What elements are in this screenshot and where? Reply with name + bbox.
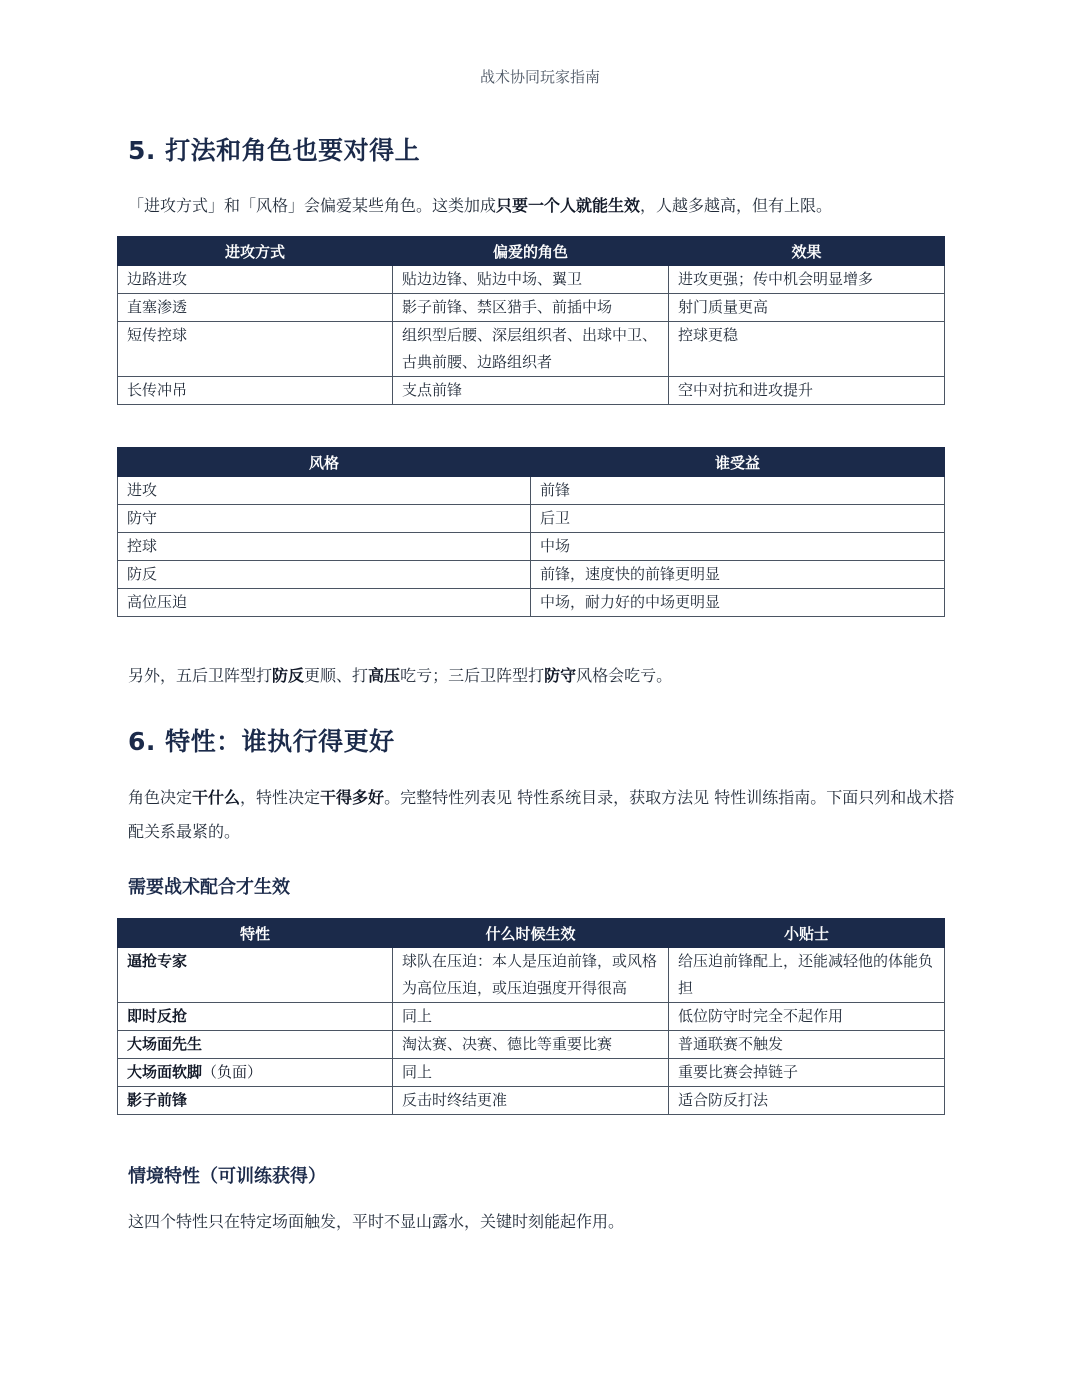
- section-6-intro: 角色决定干什么，特性决定干得多好。完整特性列表见 特性系统目录，获取方法见 特性训练指南。下面只列和战术搭配关系最紧的。: [128, 788, 955, 841]
- table-cell: 高位压迫: [118, 589, 531, 617]
- table-cell: 后卫: [531, 505, 945, 533]
- table-cell: 中场，耐力好的中场更明显: [531, 589, 945, 617]
- trait-table: [117, 918, 945, 1115]
- formation-note: 另外，五后卫阵型打防反更顺、打高压吃亏；三后卫阵型打防守风格会吃亏。: [128, 666, 673, 685]
- table-cell: 重要比赛会掉链子: [669, 1059, 945, 1087]
- table-cell: 前锋，速度快的前锋更明显: [531, 561, 945, 589]
- table-row: [118, 266, 945, 294]
- subheading-situational-traits: 情境特性（可训练获得）: [128, 1166, 326, 1187]
- table-header-row: [118, 919, 945, 948]
- closing-paragraph: 这四个特性只在特定场面触发，平时不显山露水，关键时刻能起作用。: [128, 1212, 625, 1231]
- table-cell: 边路进攻: [118, 266, 393, 294]
- table-cell: 前锋: [531, 477, 945, 505]
- table-cell: 进攻: [118, 477, 531, 505]
- table-cell: 进攻更强；传中机会明显增多: [669, 266, 945, 294]
- table-cell: 球队在压迫：本人是压迫前锋，或风格为高位压迫，或压迫强度开得很高: [393, 948, 669, 1003]
- table-cell: 防守: [118, 505, 531, 533]
- trait-name-cell: 大场面先生: [118, 1031, 393, 1059]
- table-cell: 同上: [393, 1003, 669, 1031]
- table-row: [118, 1031, 945, 1059]
- style-beneficiary-table: [117, 447, 945, 617]
- column-header: 特性: [118, 919, 393, 948]
- table-row: [118, 948, 945, 1003]
- column-header: 效果: [669, 237, 945, 266]
- column-header: 小贴士: [669, 919, 945, 948]
- table-cell: 中场: [531, 533, 945, 561]
- column-header: 进攻方式: [118, 237, 393, 266]
- section-6-heading: 6. 特性：谁执行得更好: [128, 727, 395, 756]
- table-header-row: [118, 237, 945, 266]
- trait-name-cell: 即时反抢: [118, 1003, 393, 1031]
- table-row: [118, 589, 945, 617]
- table-row: [118, 294, 945, 322]
- trait-name-cell: 影子前锋: [118, 1087, 393, 1115]
- table-cell: 射门质量更高: [669, 294, 945, 322]
- attack-style-table: [117, 236, 945, 405]
- table-cell: 影子前锋、禁区猎手、前插中场: [393, 294, 669, 322]
- table-header-row: [118, 448, 945, 477]
- table-row: [118, 322, 945, 377]
- table-row: [118, 377, 945, 405]
- table-cell: 短传控球: [118, 322, 393, 377]
- table-cell: 同上: [393, 1059, 669, 1087]
- table-row: [118, 505, 945, 533]
- trait-name-cell: 逼抢专家: [118, 948, 393, 1003]
- table-cell: 反击时终结更准: [393, 1087, 669, 1115]
- table-cell: 淘汰赛、决赛、德比等重要比赛: [393, 1031, 669, 1059]
- table-cell: 空中对抗和进攻提升: [669, 377, 945, 405]
- table-cell: 长传冲吊: [118, 377, 393, 405]
- section-5-intro: 「进攻方式」和「风格」会偏爱某些角色。这类加成只要一个人就能生效，人越多越高，但有上限。: [128, 196, 833, 215]
- table-cell: 给压迫前锋配上，还能减轻他的体能负担: [669, 948, 945, 1003]
- table-cell: 组织型后腰、深层组织者、出球中卫、古典前腰、边路组织者: [393, 322, 669, 377]
- table-row: [118, 561, 945, 589]
- column-header: 风格: [118, 448, 531, 477]
- table-cell: 防反: [118, 561, 531, 589]
- table-row: [118, 1059, 945, 1087]
- section-5-heading: 5. 打法和角色也要对得上: [128, 136, 421, 165]
- table-cell: 低位防守时完全不起作用: [669, 1003, 945, 1031]
- column-header: 偏爱的角色: [393, 237, 669, 266]
- trait-name-cell: 大场面软脚（负面）: [118, 1059, 393, 1087]
- table-row: [118, 477, 945, 505]
- table-cell: 贴边边锋、贴边中场、翼卫: [393, 266, 669, 294]
- table-row: [118, 1003, 945, 1031]
- table-cell: 支点前锋: [393, 377, 669, 405]
- page-header: 战术协同玩家指南: [479, 68, 600, 86]
- table-cell: 控球: [118, 533, 531, 561]
- table-cell: 普通联赛不触发: [669, 1031, 945, 1059]
- table-row: [118, 1087, 945, 1115]
- column-header: 谁受益: [531, 448, 945, 477]
- table-cell: 控球更稳: [669, 322, 945, 377]
- table-cell: 直塞渗透: [118, 294, 393, 322]
- table-row: [118, 533, 945, 561]
- subheading-tactical-traits: 需要战术配合才生效: [128, 877, 290, 898]
- table-cell: 适合防反打法: [669, 1087, 945, 1115]
- column-header: 什么时候生效: [393, 919, 669, 948]
